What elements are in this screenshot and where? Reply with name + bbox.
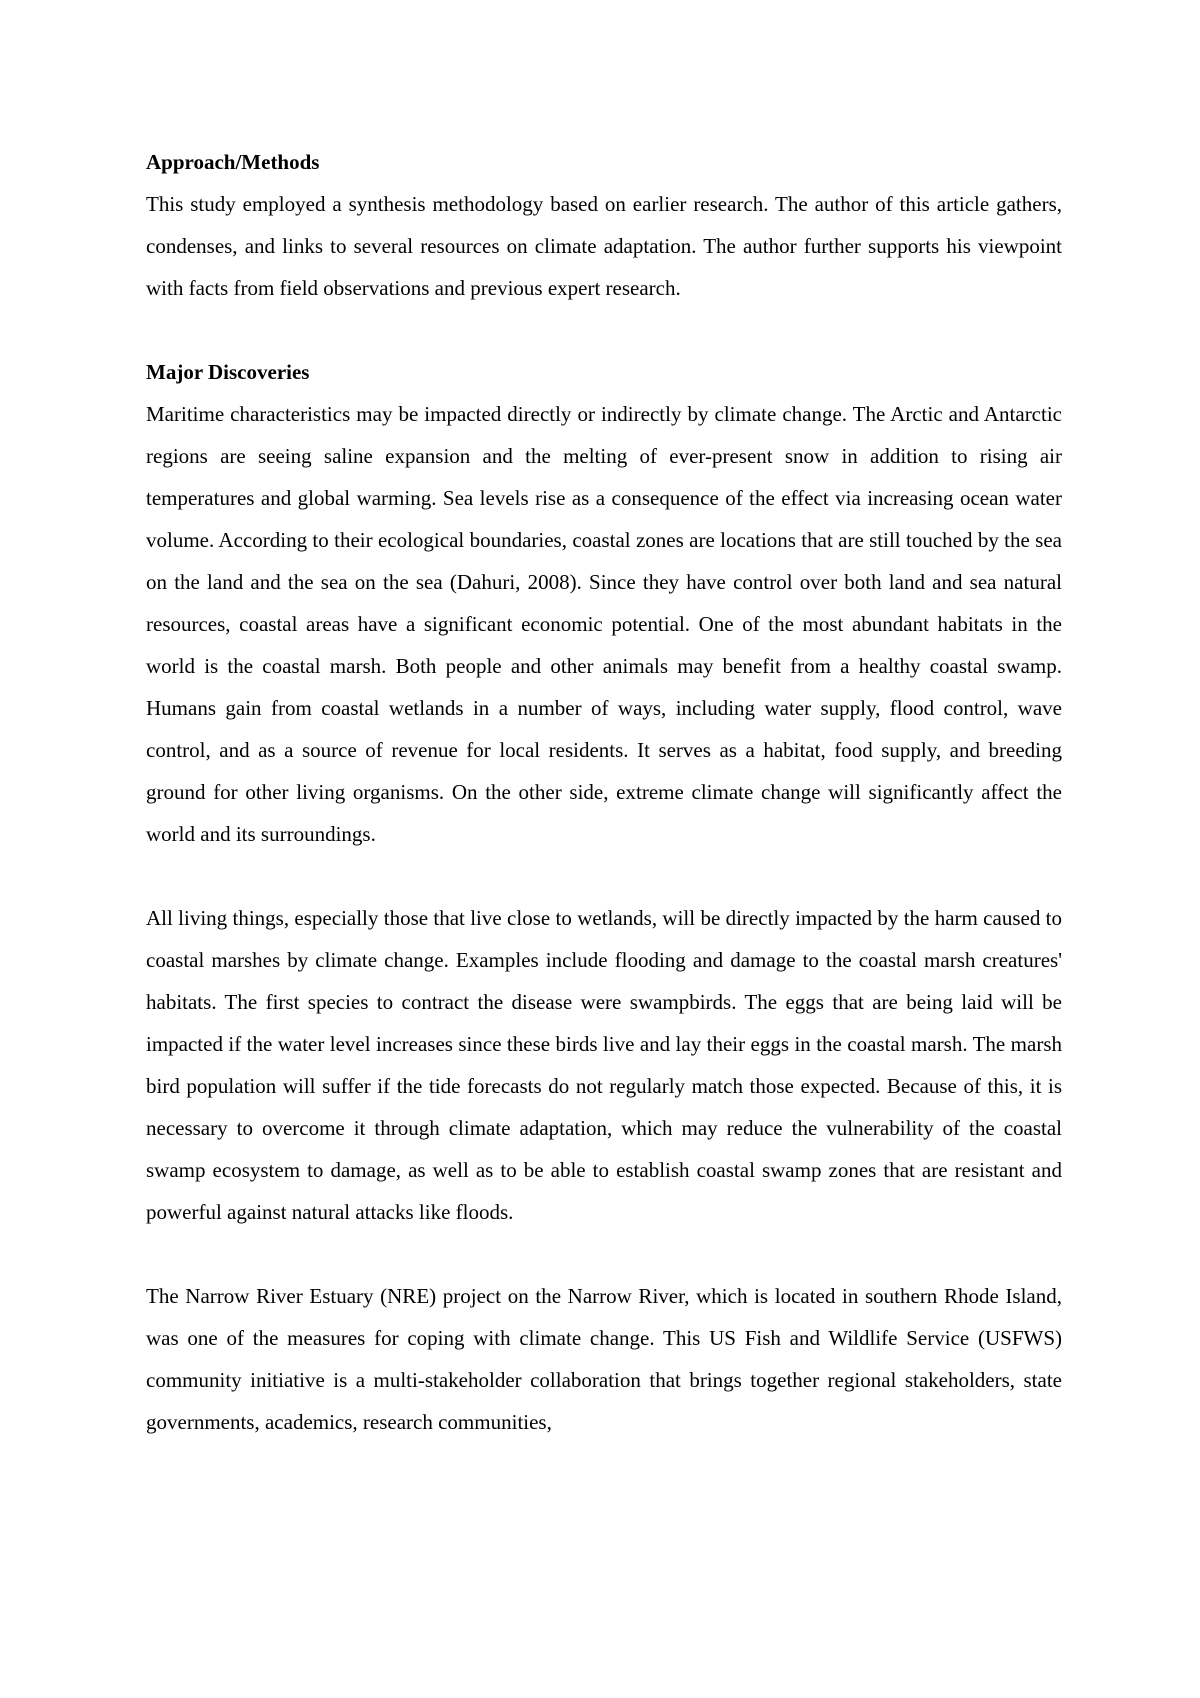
paragraph-maritime-characteristics: Maritime characteristics may be impacted directly or indirectly by climate change. The Arctic and Antarctic regions are seeing saline expansion and the melting of ever-present snow in addition to rising air temperatures and global warming. Sea levels rise as a consequence of the effect via increasing ocean water volume. According to their ecological boundaries, coastal zones are locations that are still touched by the sea on the land and the sea on the sea (Dahuri, 2008). Since they have control over both land and sea natural resources, coastal areas have a significant economic potential. One of the most abundant habitats in the world is the coastal marsh. Both people and other animals may benefit from a healthy coastal swamp. Humans gain from coastal wetlands in a number of ways, including water supply, flood control, wave control, and as a source of revenue for local residents. It serves as a habitat, food supply, and breeding ground for other living organisms. On the other side, extreme climate change will significantly affect the world and its surroundings. bbox=[146, 402, 1062, 846]
paragraph-spacer bbox=[146, 1233, 1062, 1275]
paragraph-narrow-river-estuary: The Narrow River Estuary (NRE) project on the Narrow River, which is located in southern Rhode Island, was one of the measures for coping with climate change. This US Fish and Wildlife Service (USFWS) community initiative is a multi-stakeholder collaboration that brings together regional stakeholders, state governments, academics, research communities, bbox=[146, 1284, 1062, 1434]
section-heading-approach-methods: Approach/Methods bbox=[146, 150, 320, 174]
paragraph-spacer bbox=[146, 309, 1062, 351]
paragraph-living-things: All living things, especially those that live close to wetlands, will be directly impacted by the harm caused to coastal marshes by climate change. Examples include flooding and damage to the coastal marsh creatures' habitats. The first species to contract the disease were swampbirds. The eggs that are being laid will be impacted if the water level increases since these birds live and lay their eggs in the coastal marsh. The marsh bird population will suffer if the tide forecasts do not regularly match those expected. Because of this, it is necessary to overcome it through climate adaptation, which may reduce the vulnerability of the coastal swamp ecosystem to damage, as well as to be able to establish coastal swamp zones that are resistant and powerful against natural attacks like floods. bbox=[146, 906, 1062, 1224]
paragraph-approach-methods: This study employed a synthesis methodology based on earlier research. The author of this article gathers, condenses, and links to several resources on climate adaptation. The author further supports his viewpoint with facts from field observations and previous expert research. bbox=[146, 192, 1062, 300]
paragraph-spacer bbox=[146, 855, 1062, 897]
document-page bbox=[146, 141, 1062, 1443]
section-heading-major-discoveries: Major Discoveries bbox=[146, 360, 310, 384]
